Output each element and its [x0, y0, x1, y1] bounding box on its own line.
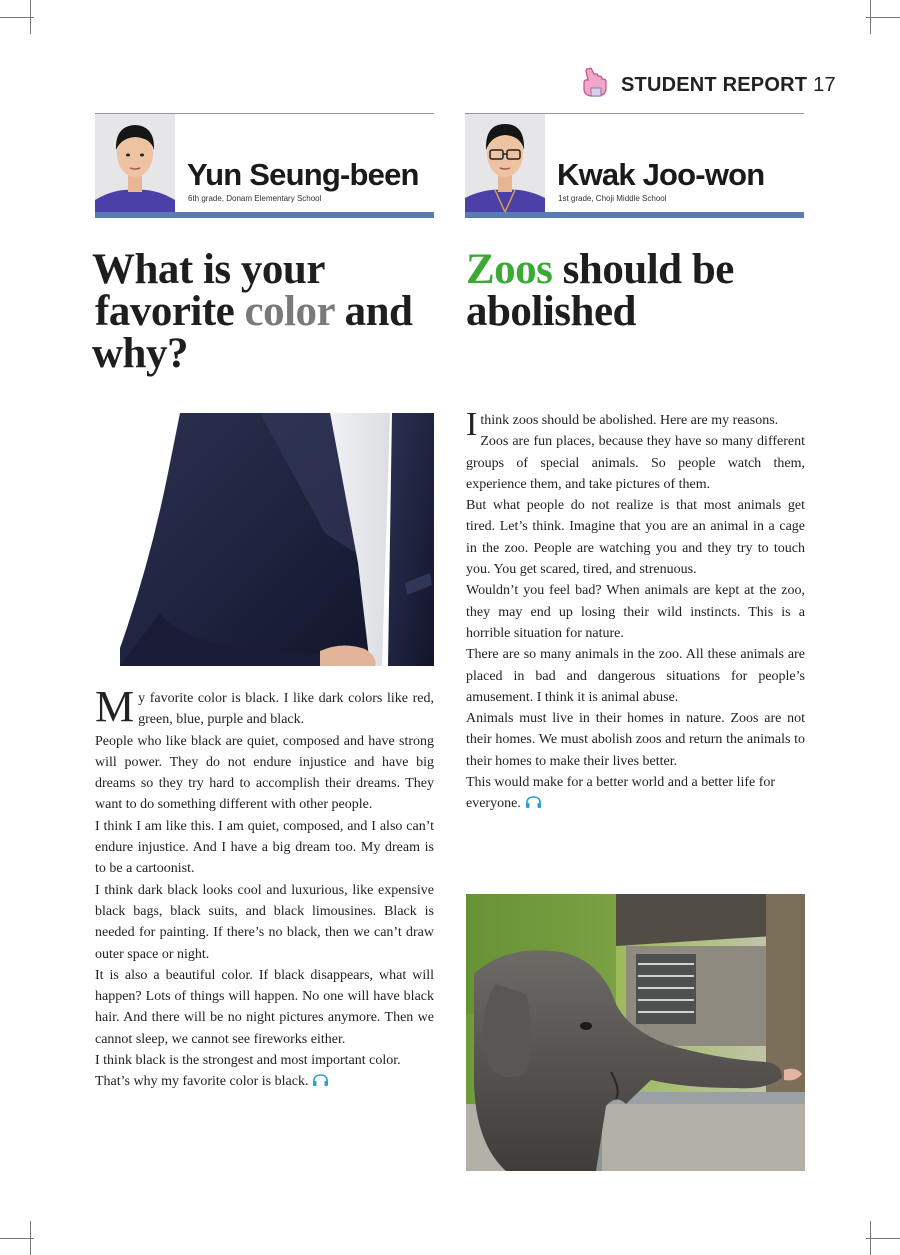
elephant-photo [466, 894, 805, 1171]
headline-line: abolished [466, 288, 636, 335]
headline-line: favorite color and [95, 288, 413, 335]
headline-highlight: Zoos [466, 246, 553, 293]
author-photo [95, 114, 175, 212]
paragraph: This would make for a better world and a better life for everyone. [466, 775, 776, 812]
headline-line: What is your [92, 246, 325, 293]
headphones-icon [312, 1073, 329, 1086]
hand-pointing-icon [580, 66, 610, 98]
article-body-right [466, 406, 805, 815]
accent-bar [465, 212, 804, 218]
author-school: 1st grade, Choji Middle School [558, 194, 667, 203]
paragraph: People who like black are quiet, composed and have strong will power. They do not endure injustice and have big dreams so they try hard to accomplish their dreams. They want to do something different with other people. [95, 733, 434, 813]
paragraph: Ithink zoos should be abolished. Here are my reasons. [466, 406, 779, 443]
crop-mark [866, 17, 900, 18]
article-body-left [95, 682, 434, 1093]
paragraph: There are so many animals in the zoo. All these animals are placed in bad and dangerous situations for people’s amusement. I think it is animal abuse. [466, 647, 805, 705]
paragraph: It is also a beautiful color. If black disappears, what will happen? Lots of things will happen. No one will have black hair. And there will be no night pictures anymore. Then we cannot sleep, we cannot see fireworks either. [95, 967, 434, 1047]
headphones-icon [525, 795, 542, 808]
crop-mark [0, 1238, 34, 1239]
article-headline-left [92, 246, 442, 377]
paragraph: But what people do not realize is that most animals get tired. Let’s think. Imagine that you are an animal in a cage in the zoo. People are watching you and they try to touch you. You get scared, tired, and strenuous. [466, 498, 805, 578]
paragraph: I think black is the strongest and most important color. That’s why my favorite color is black. [95, 1053, 401, 1090]
paragraph: I think dark black looks cool and luxurious, like expensive black bags, black suits, and black limousines. Black is needed for painting. If there’s no black, then we can’t draw outer space or night. [95, 882, 434, 962]
paragraph: Wouldn’t you feel bad? When animals are kept at the zoo, they may end up losing their wild instincts. This is a horrible situation for nature. [466, 583, 805, 641]
suit-photo [120, 413, 434, 666]
paragraph: Zoos are fun places, because they have so many different groups of special animals. So people watch them, experience them, and take pictures of them. [466, 434, 805, 492]
author-name: Kwak Joo-won [557, 157, 765, 192]
author-photo [465, 114, 545, 212]
drop-cap: M [95, 682, 135, 731]
crop-mark [0, 17, 34, 18]
paragraph: My favorite color is black. I like dark colors like red, green, blue, purple and black. [95, 682, 434, 731]
paragraph: Animals must live in their homes in nature. Zoos are not their homes. We must abolish zoos and return the animals to their homes to make their lives better. [466, 711, 805, 769]
author-name: Yun Seung-been [187, 157, 419, 192]
headline-highlight: color [244, 288, 335, 335]
headline-line: Zoos should be [466, 246, 734, 293]
paragraph: I think I am like this. I am quiet, composed, and I also can’t endure injustice. And I have a big dream too. My dream is to be a cartoonist. [95, 818, 434, 877]
drop-cap: I [466, 406, 478, 443]
page-number: 17 [813, 74, 836, 96]
author-school: 6th grade, Donam Elementary School [188, 194, 322, 203]
headline-line: why? [92, 330, 188, 377]
accent-bar [95, 212, 434, 218]
author-card-left [95, 113, 434, 218]
article-headline-right [466, 246, 816, 335]
crop-mark [866, 1238, 900, 1239]
page-header [580, 66, 836, 102]
section-title: STUDENT REPORT 17 [621, 74, 836, 96]
author-card-right [465, 113, 804, 218]
